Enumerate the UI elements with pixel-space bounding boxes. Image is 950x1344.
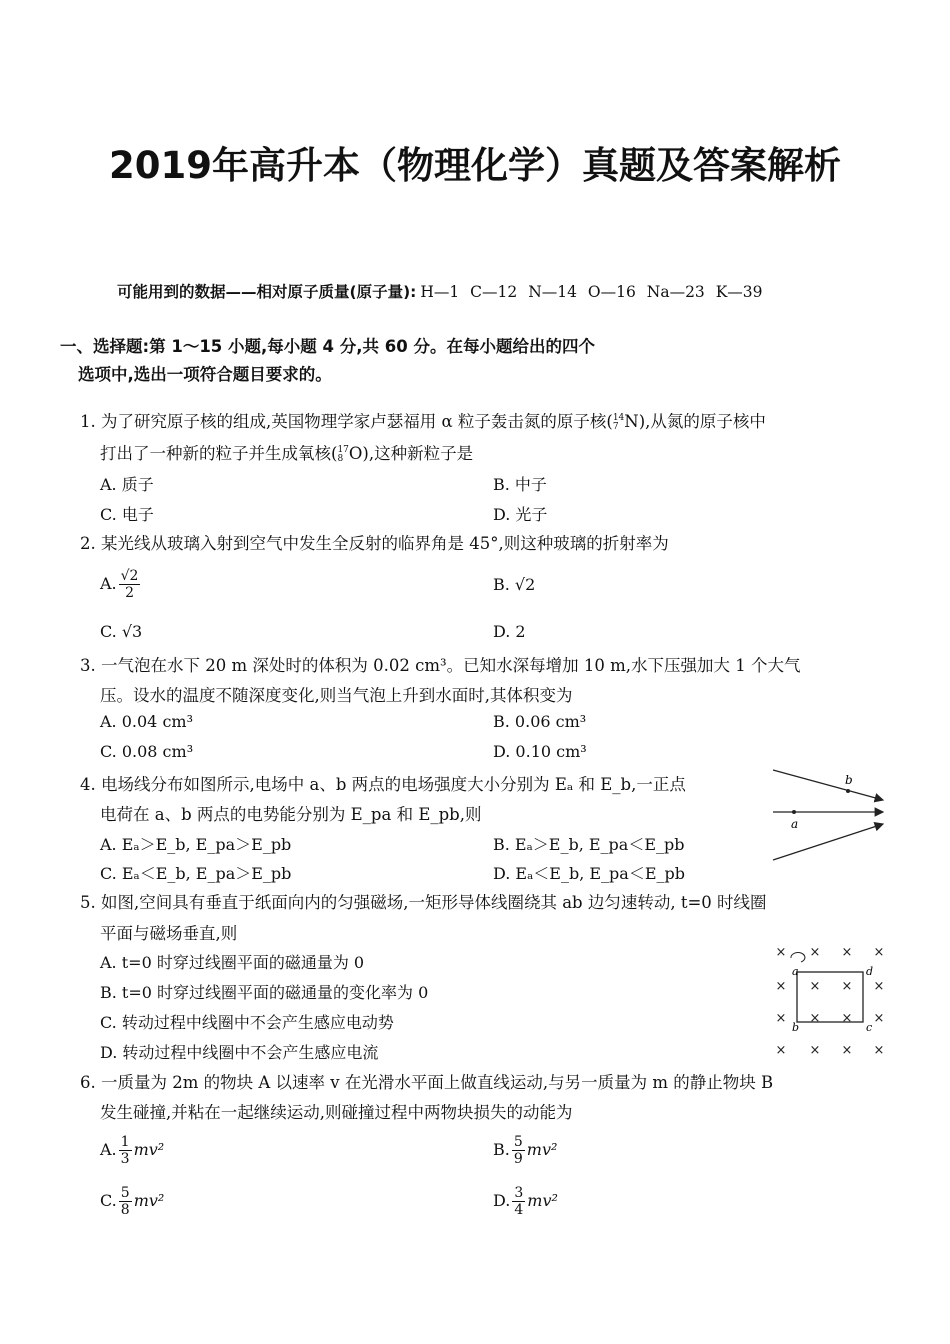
- field-cross-icon: ×: [873, 945, 885, 960]
- q5-stem-line1: 5. 如图,空间具有垂直于纸面向内的匀强磁场,一矩形导体线圈绕其 ab 边匀速转动, t=0 时线圈: [80, 893, 767, 912]
- q1-nuclide-2: [337, 446, 348, 464]
- q6-b-numerator: 5: [513, 1134, 523, 1150]
- q1-option-d: D. 光子: [493, 505, 548, 524]
- q6-d-fraction: [512, 1185, 525, 1218]
- q6-d-prefix: D.: [493, 1191, 511, 1210]
- q5-stem-line2: 平面与磁场垂直,则: [100, 924, 238, 943]
- rectangular-coil: [797, 972, 863, 1022]
- q2-option-a: [100, 568, 142, 601]
- q1-nuclide-1: [613, 414, 624, 432]
- field-line-lower: [773, 824, 883, 860]
- q6-c-fraction: [119, 1185, 132, 1218]
- field-cross-icon: ×: [841, 1011, 853, 1026]
- field-cross-icon: ×: [841, 1043, 853, 1058]
- q1-nuc1-charge: 7: [612, 421, 619, 432]
- q1-nuc1-mass: 14: [612, 412, 625, 423]
- q6-c-tail: mv²: [133, 1191, 165, 1210]
- q6-option-b: [493, 1134, 557, 1167]
- page-title: 2019年高升本（物理化学）真题及答案解析: [109, 144, 841, 187]
- field-cross-icon: ×: [775, 945, 787, 960]
- atomic-data-label: 可能用到的数据——相对原子质量(原子量):: [117, 283, 417, 301]
- field-cross-icon: ×: [775, 979, 787, 994]
- coil-label-d: d: [866, 965, 874, 978]
- q6-d-denominator: 4: [514, 1202, 524, 1218]
- q2-option-b: B. √2: [493, 575, 536, 594]
- q6-b-tail: mv²: [526, 1140, 558, 1159]
- q1-stem-line2: [100, 440, 473, 464]
- q6-d-tail: mv²: [527, 1191, 558, 1210]
- q1-nuc2-charge: 8: [337, 453, 344, 464]
- point-a-dot: [792, 810, 796, 814]
- q1-nuc2-symbol: O: [348, 444, 363, 463]
- point-b-label: b: [845, 773, 853, 787]
- field-cross-icon: ×: [873, 1043, 885, 1058]
- q1-nuc1-symbol: N: [624, 412, 639, 431]
- q4-option-c: C. Eₐ＜E_b, E_pa＞E_pb: [100, 864, 292, 883]
- rotation-arrow-icon: [791, 952, 805, 962]
- q5-option-c: C. 转动过程中线圈中不会产生感应电动势: [100, 1013, 394, 1032]
- q1-text-b: ),从氮的原子核中: [638, 412, 766, 431]
- point-b-dot: [846, 789, 850, 793]
- coil-label-b: b: [792, 1021, 800, 1034]
- q6-option-c: [100, 1185, 164, 1218]
- q1-text-a: 1. 为了研究原子核的组成,英国物理学家卢瑟福用 α 粒子轰击氮的原子核(: [80, 412, 613, 431]
- q6-stem-line2: 发生碰撞,并粘在一起继续运动,则碰撞过程中两物块损失的动能为: [100, 1103, 573, 1122]
- field-cross-icon: ×: [775, 1043, 787, 1058]
- q6-a-numerator: 1: [120, 1134, 130, 1150]
- q1-stem-line1: [80, 408, 766, 432]
- section-heading-line2: 选项中,选出一项符合题目要求的。: [78, 365, 332, 384]
- q6-a-denominator: 3: [120, 1151, 130, 1167]
- q1-option-a: A. 质子: [100, 475, 154, 494]
- field-cross-icon: ×: [775, 1011, 787, 1026]
- field-cross-icon: ×: [809, 1043, 821, 1058]
- q6-b-denominator: 9: [513, 1151, 523, 1167]
- q6-a-prefix: A.: [100, 1140, 117, 1159]
- q1-option-b: B. 中子: [493, 475, 547, 494]
- q4-stem-line2: 电荷在 a、b 两点的电势能分别为 E_pa 和 E_pb,则: [100, 805, 482, 824]
- field-cross-icon: ×: [873, 1011, 885, 1026]
- q1-nuc2-mass: 17: [337, 444, 349, 455]
- field-cross-icon: ×: [841, 979, 853, 994]
- q6-option-d: [493, 1185, 558, 1218]
- q3-option-b: B. 0.06 cm³: [493, 712, 587, 731]
- q6-c-numerator: 5: [120, 1185, 130, 1201]
- q6-a-tail: mv²: [133, 1140, 165, 1159]
- q5-coil-figure: [775, 938, 893, 1060]
- q3-option-d: D. 0.10 cm³: [493, 742, 587, 761]
- field-cross-icon: ×: [873, 979, 885, 994]
- section-heading-line1: 一、选择题:第 1～15 小题,每小题 4 分,共 60 分。在每小题给出的四个: [60, 337, 595, 356]
- q2-a-numerator: √2: [120, 568, 139, 584]
- q2-option-c: C. √3: [100, 622, 143, 641]
- coil-label-a: a: [792, 965, 799, 978]
- q3-option-a: A. 0.04 cm³: [100, 712, 193, 731]
- field-cross-icon: ×: [809, 979, 821, 994]
- q3-stem-line1: 3. 一气泡在水下 20 m 深处时的体积为 0.02 cm³。已知水深每增加 10 m,水下压强加大 1 个大气: [80, 656, 801, 675]
- q2-a-fraction: [119, 568, 141, 601]
- atomic-mass-data: [117, 280, 763, 302]
- field-cross-icon: ×: [809, 1011, 821, 1026]
- q6-stem-line1: 6. 一质量为 2m 的物块 A 以速率 v 在光滑水平面上做直线运动,与另一质量为 m 的静止物块 B: [80, 1073, 774, 1092]
- field-line-upper: [773, 770, 883, 800]
- q6-option-a: [100, 1134, 164, 1167]
- q4-option-a: A. Eₐ＞E_b, E_pa＞E_pb: [100, 835, 292, 854]
- q4-option-d: D. Eₐ＜E_b, E_pa＜E_pb: [493, 864, 686, 883]
- q6-b-fraction: [512, 1134, 525, 1167]
- q2-a-denominator: 2: [125, 585, 135, 601]
- coil-label-c: c: [866, 1021, 873, 1034]
- q1-option-c: C. 电子: [100, 505, 154, 524]
- point-a-label: a: [791, 817, 799, 831]
- q1-text-d: ),这种新粒子是: [362, 444, 474, 463]
- q6-b-prefix: B.: [493, 1140, 510, 1159]
- q6-c-denominator: 8: [120, 1202, 130, 1218]
- q3-stem-line2: 压。设水的温度不随深度变化,则当气泡上升到水面时,其体积变为: [100, 686, 573, 705]
- q5-option-b: B. t=0 时穿过线圈平面的磁通量的变化率为 0: [100, 983, 429, 1002]
- q1-text-c: 打出了一种新的粒子并生成氧核(: [100, 444, 338, 463]
- q6-c-prefix: C.: [100, 1191, 117, 1210]
- q2-stem: 2. 某光线从玻璃入射到空气中发生全反射的临界角是 45°,则这种玻璃的折射率为: [80, 534, 669, 553]
- q4-stem-line1: 4. 电场线分布如图所示,电场中 a、b 两点的电场强度大小分别为 Eₐ 和 E_b,一正点: [80, 775, 686, 794]
- q5-option-a: A. t=0 时穿过线圈平面的磁通量为 0: [100, 953, 365, 972]
- atomic-data-values: H—1 C—12 N—14 O—16 Na—23 K—39: [420, 283, 763, 301]
- q3-option-c: C. 0.08 cm³: [100, 742, 194, 761]
- q6-d-numerator: 3: [514, 1185, 524, 1201]
- field-cross-icon: ×: [841, 945, 853, 960]
- q6-a-fraction: [119, 1134, 132, 1167]
- field-cross-icon: ×: [809, 945, 821, 960]
- q2-a-prefix: A.: [100, 574, 117, 593]
- q4-field-line-figure: [770, 762, 890, 864]
- q5-option-d: D. 转动过程中线圈中不会产生感应电流: [100, 1043, 379, 1062]
- q2-option-d: D. 2: [493, 622, 526, 641]
- q4-option-b: B. Eₐ＞E_b, E_pa＜E_pb: [493, 835, 685, 854]
